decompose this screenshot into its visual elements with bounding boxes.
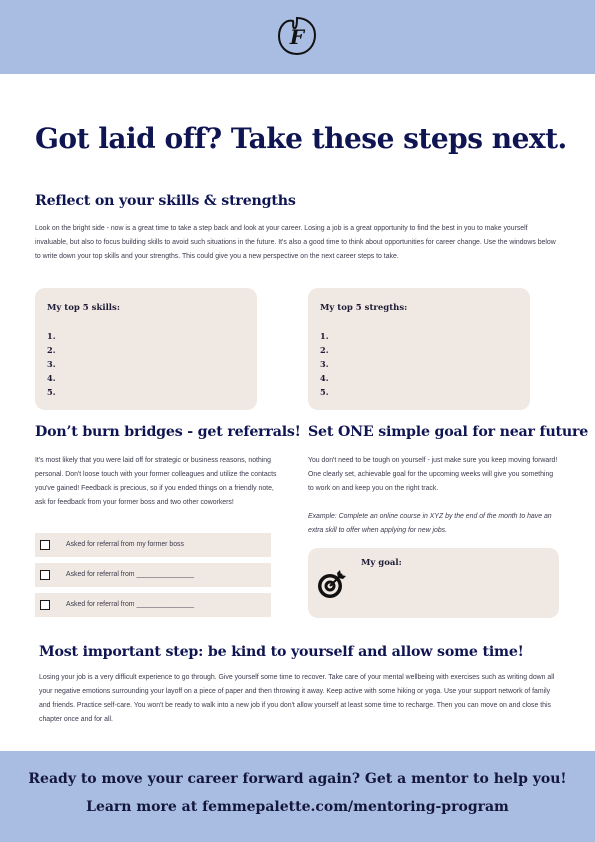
list-item: 1. — [47, 331, 56, 341]
checkbox[interactable] — [40, 570, 50, 580]
goal-card-title: My goal: — [361, 558, 402, 568]
strengths-list — [320, 329, 329, 399]
list-item: 2. — [320, 345, 329, 355]
strengths-card — [308, 288, 530, 410]
list-item: 5. — [320, 387, 329, 397]
checkbox[interactable] — [40, 600, 50, 610]
checklist-label: Asked for referral from my former boss — [66, 541, 184, 548]
strengths-card-title: My top 5 stregths: — [320, 303, 408, 313]
list-item: 4. — [47, 373, 56, 383]
checklist-label: Asked for referral from _______________ — [66, 571, 194, 578]
footer-link[interactable]: Learn more at femmepalette.com/mentoring-program — [86, 799, 509, 815]
list-item: 4. — [320, 373, 329, 383]
referrals-heading: Don’t burn bridges - get referrals! — [35, 424, 301, 440]
list-item: 1. — [320, 331, 329, 341]
femme-palette-logo-icon — [277, 16, 317, 56]
goal-body: You don't need to be tough on yourself - just make sure you keep moving forward! One clearly set, achievable goal for the upcoming weeks will give you something to work on and keep you on the right track. — [308, 457, 558, 492]
list-item: 2. — [47, 345, 56, 355]
checklist-label: Asked for referral from _______________ — [66, 601, 194, 608]
reflect-heading: Reflect on your skills & strengths — [35, 193, 296, 209]
checkbox[interactable] — [40, 540, 50, 550]
skills-card — [35, 288, 257, 410]
skills-list — [47, 329, 56, 399]
header-band — [0, 0, 595, 74]
kind-heading: Most important step: be kind to yourself and allow some time! — [39, 644, 524, 660]
goal-heading: Set ONE simple goal for near future — [308, 424, 589, 440]
footer-band — [0, 751, 595, 842]
list-item: 3. — [320, 359, 329, 369]
footer-cta-line: Ready to move your career forward again? Get a mentor to help you! — [28, 771, 567, 787]
kind-body: Losing your job is a very difficult experience to go through. Give yourself some time to recover. Take care of your mental wellbeing with exercises such as writing down all your negative emotions surrounding your layoff on a piece of paper and then throwing it away. Keep active with some hiking or yoga. Use your support network of family and friends. Practice self-care. You won't be ready to walk into a new job if you don't allow yourself at least some time to recharge. Then you can move on and close this chapter once and for all. — [39, 674, 555, 723]
referrals-body: It's most likely that you were laid off for strategic or business reasons, nothing personal. Don't loose touch with your former colleagues and utilize the contacts you've gained! Feedback is precious, so if you ended things on a friendly note, ask for feedback from your former boss and two other coworkers! — [35, 457, 277, 506]
goal-example: Example: Complete an online course in XYZ by the end of the month to have an extra skill to offer when applying for new jobs. — [308, 513, 552, 534]
checklist-row[interactable] — [35, 593, 271, 617]
skills-card-title: My top 5 skills: — [47, 303, 120, 313]
list-item: 3. — [47, 359, 56, 369]
goal-card — [308, 548, 559, 618]
checklist-row[interactable] — [35, 563, 271, 587]
target-arrow-icon — [316, 568, 348, 600]
reflect-body: Look on the bright side - now is a great time to take a step back and look at your career. Losing a job is a great opportunity to find the best in you to make yourself invaluable, but also to focus building skills to avoid such situations in the future. It's also a good time to think about opportunities for career change. Use the windows below to write down your top skills and your strengths. This could give you a new perspective on the next career steps to take. — [35, 225, 556, 260]
page-title: Got laid off? Take these steps next. — [35, 122, 567, 155]
list-item: 5. — [47, 387, 56, 397]
svg-text:F: F — [289, 25, 305, 49]
checklist-row[interactable] — [35, 533, 271, 557]
